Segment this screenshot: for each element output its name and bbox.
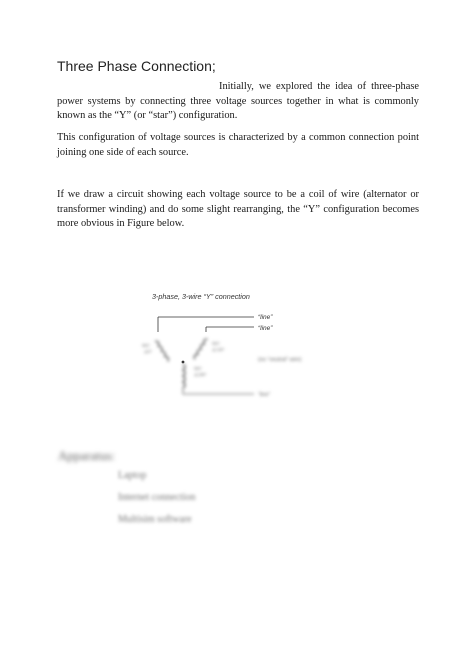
apparatus-item-multisim: Multisim software (118, 514, 192, 525)
neutral-label: (no “neutral” wire) (258, 357, 302, 363)
line-label-2: “line” (258, 325, 273, 332)
paragraph-intro-text: Initially, we explored the idea of three-phase power systems by connecting three voltage sources together in what is commonly known as the “Y” (or “star”) configuration. (57, 81, 419, 122)
left-coil-winding (142, 340, 170, 361)
paragraph-intro (57, 80, 419, 124)
section-title: Three Phase Connection; (57, 58, 216, 74)
right-coil-winding (193, 338, 225, 359)
figure-caption: 3-phase, 3-wire “Y” connection (152, 292, 250, 301)
line-label-3: “line” (258, 392, 271, 398)
y-connection-figure (130, 290, 370, 410)
svg-text:90V: 90V (142, 343, 150, 348)
apparatus-item-internet: Internet connection (118, 492, 196, 503)
bottom-coil-winding (183, 364, 207, 388)
paragraph-coil-description: If we draw a circuit showing each voltage source to be a coil of wire (alternator or transformer winding) and do some slight rearranging, the “Y” configuration becomes more obvious in Figure below. (57, 189, 419, 230)
svg-text:∠0°: ∠0° (144, 349, 153, 354)
apparatus-heading: Apparatus: (58, 448, 116, 463)
neutral-node (182, 361, 185, 364)
svg-text:90V: 90V (194, 366, 202, 371)
paragraph-characterization: This configuration of voltage sources is characterized by a common connection point joining one side of each source. (57, 132, 419, 158)
svg-text:90V: 90V (212, 341, 220, 346)
y-connection-diagram (130, 290, 370, 410)
svg-text:∠120°: ∠120° (212, 347, 225, 352)
svg-text:∠240°: ∠240° (194, 372, 207, 377)
apparatus-item-laptop: Laptop (118, 470, 147, 481)
line-label-1: “line” (258, 314, 273, 321)
